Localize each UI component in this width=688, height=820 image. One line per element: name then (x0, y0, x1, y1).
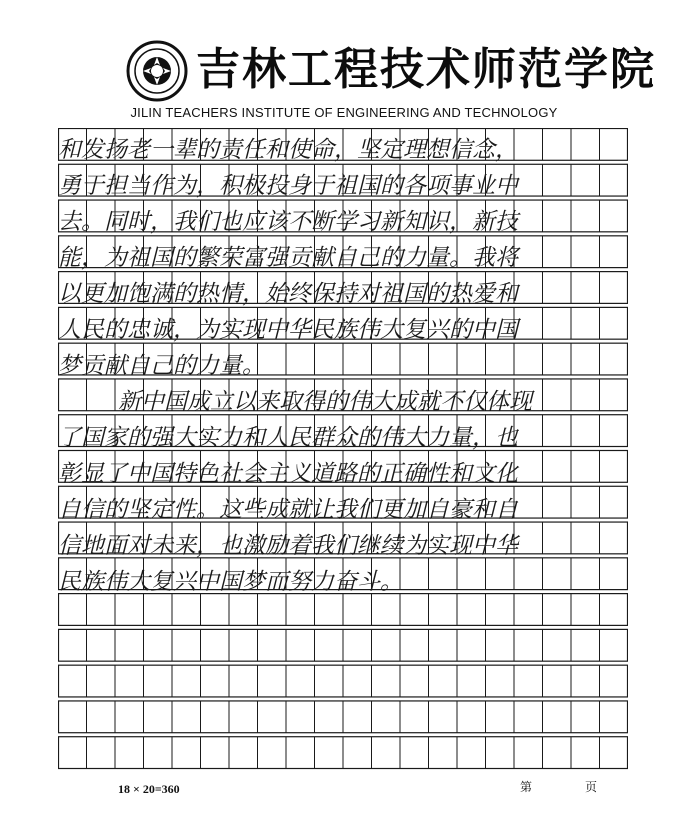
school-seal-icon (126, 40, 188, 102)
page-label-di: 第 (520, 780, 533, 794)
essay-line-8: 新中国成立以来取得的伟大成就不仅体现 (118, 389, 532, 415)
essay-line-2: 勇于担当作为，积极投身于祖国的各项事业中 (58, 173, 518, 199)
school-name-english: JILIN TEACHERS INSTITUTE OF ENGINEERING AND TECHNOLOGY (130, 105, 558, 120)
essay-line-5: 以更加饱满的热情，始终保持对祖国的热爱和 (58, 281, 518, 307)
essay-line-13: 民族伟大复兴中国梦而努力奋斗。 (58, 569, 403, 595)
character-count-label: 18 × 20=360 (118, 782, 180, 796)
essay-line-9: 了国家的强大实力和人民群众的伟大力量，也 (58, 425, 518, 451)
essay-line-4: 能，为祖国的繁荣富强贡献自己的力量。我将 (58, 245, 518, 271)
essay-line-10: 彰显了中国特色社会主义道路的正确性和文化 (58, 461, 518, 487)
letterhead (0, 0, 688, 124)
essay-line-3: 去。同时，我们也应该不断学习新知识，新技 (58, 209, 518, 235)
school-name-chinese: 吉林工程技术师范学院 (196, 44, 656, 95)
page-label-ye: 页 (585, 780, 598, 794)
essay-line-12: 信地面对未来，也激励着我们继续为实现中华 (58, 533, 518, 559)
essay-line-6: 人民的忠诚，为实现中华民族伟大复兴的中国 (58, 317, 518, 343)
essay-line-1: 和发扬老一辈的责任和使命，坚定理想信念， (58, 137, 518, 163)
essay-line-11: 自信的坚定性。这些成就让我们更加自豪和自 (58, 497, 518, 523)
essay-line-7: 梦贡献自己的力量。 (58, 353, 265, 379)
